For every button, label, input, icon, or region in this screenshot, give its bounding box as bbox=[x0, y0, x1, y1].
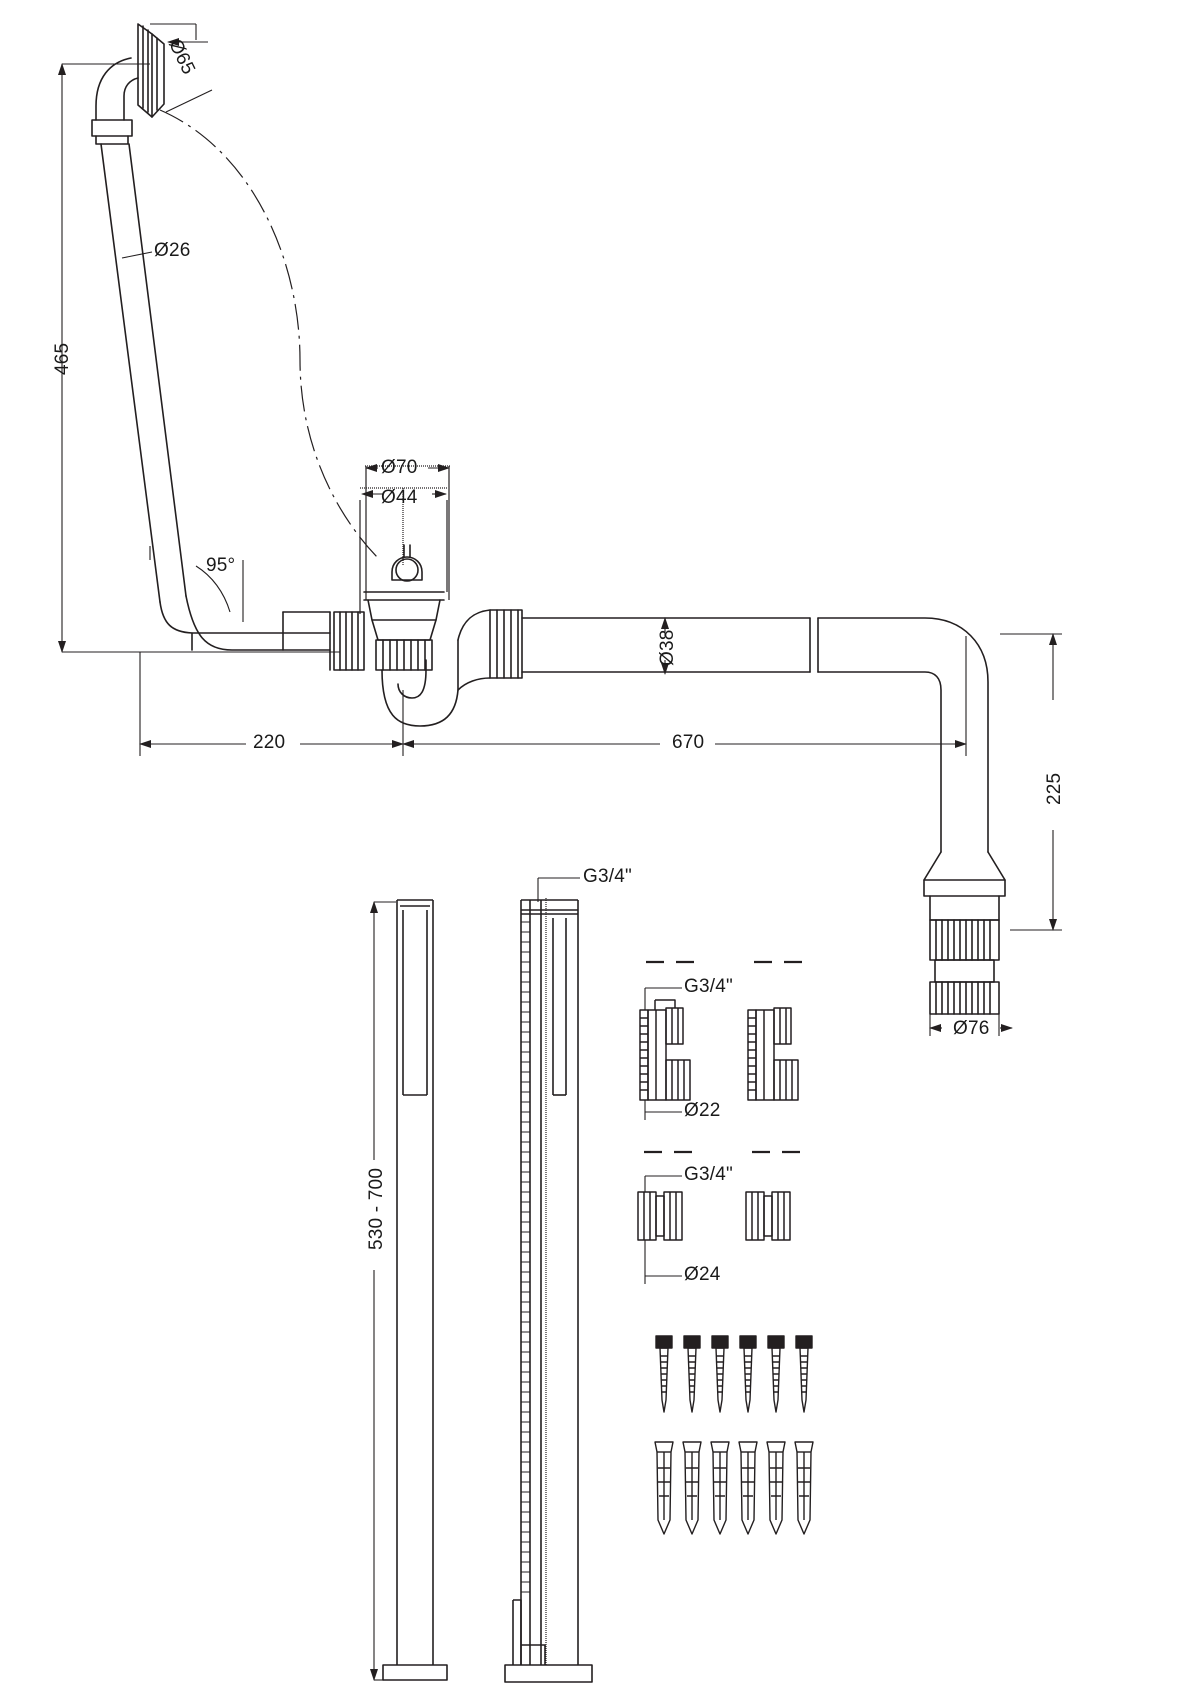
dim-overflow-height: 465 bbox=[52, 342, 73, 375]
dim-offset-from-waste: 220 bbox=[253, 732, 286, 753]
screws-set bbox=[656, 1336, 812, 1412]
dim-horizontal-run: 670 bbox=[672, 732, 705, 753]
standpipe-threaded bbox=[505, 898, 592, 1682]
dim-drop-height: 225 bbox=[1044, 772, 1065, 805]
hidden-center-lines bbox=[160, 110, 450, 614]
dim-standpipe-height-range: 530 - 700 bbox=[366, 1167, 387, 1250]
dim-overflow-pipe-dia: Ø26 bbox=[154, 240, 191, 261]
dim-waste-flange-dia: Ø70 bbox=[381, 457, 418, 478]
wall-plugs-set bbox=[655, 1442, 813, 1534]
dim-overflow-plate-dia: Ø65 bbox=[164, 36, 200, 79]
outlet-pipe-run bbox=[522, 618, 1005, 1014]
dim-connector-thread-top: G3/4" bbox=[583, 866, 632, 887]
standpipe-dimension-lines bbox=[374, 878, 580, 1680]
dim-outlet-dia: Ø76 bbox=[953, 1018, 990, 1039]
dim-trap-pipe-dia: Ø38 bbox=[657, 629, 678, 666]
dim-connector-thread-low: G3/4" bbox=[684, 1164, 733, 1185]
standpipe-plain bbox=[383, 900, 447, 1680]
dim-waste-plug-dia: Ø44 bbox=[381, 487, 418, 508]
dim-connector-dia-mid: Ø22 bbox=[684, 1100, 721, 1121]
dim-connector-dia-low: Ø24 bbox=[684, 1264, 721, 1285]
dim-connector-thread-mid: G3/4" bbox=[684, 976, 733, 997]
dimension-lines bbox=[62, 24, 1062, 1036]
waste-trap-assembly bbox=[364, 545, 522, 726]
dim-elbow-angle: 95° bbox=[206, 555, 236, 576]
